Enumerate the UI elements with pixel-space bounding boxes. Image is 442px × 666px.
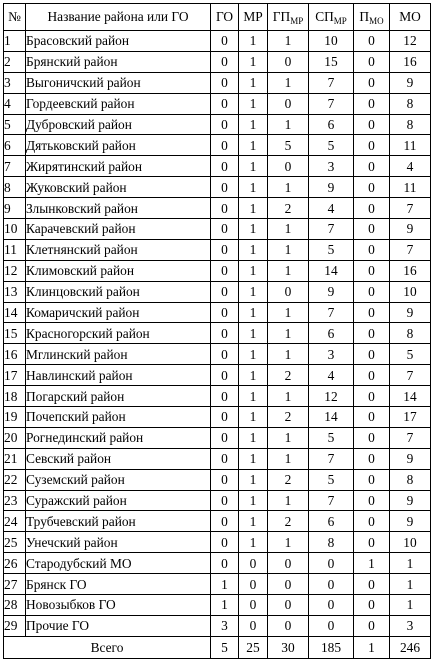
row-number: 25 (4, 532, 26, 553)
row-number: 22 (4, 469, 26, 490)
cell-mr: 1 (239, 427, 268, 448)
cell-go: 0 (211, 344, 239, 365)
cell-mr: 1 (239, 448, 268, 469)
header-gp (268, 4, 309, 31)
total-gp: 30 (268, 636, 309, 658)
cell-gp: 1 (268, 344, 309, 365)
cell-sp: 0 (309, 615, 354, 636)
row-number: 27 (4, 574, 26, 595)
total-sp: 185 (309, 636, 354, 658)
cell-sp: 0 (309, 574, 354, 595)
cell-sp: 6 (309, 511, 354, 532)
cell-sp: 7 (309, 302, 354, 323)
cell-mr: 1 (239, 407, 268, 428)
cell-mr: 1 (239, 260, 268, 281)
cell-go: 0 (211, 219, 239, 240)
cell-sp: 14 (309, 407, 354, 428)
district-name: Жуковский район (26, 177, 211, 198)
cell-sp: 5 (309, 239, 354, 260)
cell-mr: 1 (239, 198, 268, 219)
district-name: Мглинский район (26, 344, 211, 365)
cell-go: 0 (211, 490, 239, 511)
total-mo: 246 (390, 636, 431, 658)
district-name: Карачевский район (26, 219, 211, 240)
district-name: Погарский район (26, 386, 211, 407)
cell-pmo: 0 (354, 323, 390, 344)
cell-mr: 1 (239, 93, 268, 114)
cell-go: 1 (211, 574, 239, 595)
header-num: № (4, 4, 26, 31)
cell-pmo: 0 (354, 595, 390, 616)
cell-mo: 4 (390, 156, 431, 177)
table-row (4, 114, 431, 135)
cell-pmo: 0 (354, 574, 390, 595)
cell-mr: 1 (239, 365, 268, 386)
table-row (4, 31, 431, 52)
row-number: 12 (4, 260, 26, 281)
cell-mo: 7 (390, 427, 431, 448)
header-pmo (354, 4, 390, 31)
cell-go: 0 (211, 114, 239, 135)
cell-gp: 0 (268, 156, 309, 177)
cell-pmo: 0 (354, 177, 390, 198)
cell-mo: 16 (390, 260, 431, 281)
cell-pmo: 0 (354, 427, 390, 448)
cell-mo: 14 (390, 386, 431, 407)
header-name: Название района или ГО (26, 4, 211, 31)
table-row (4, 386, 431, 407)
cell-pmo: 0 (354, 93, 390, 114)
cell-gp: 2 (268, 407, 309, 428)
row-number: 28 (4, 595, 26, 616)
header-sp (309, 4, 354, 31)
cell-mr: 0 (239, 595, 268, 616)
cell-mr: 1 (239, 344, 268, 365)
cell-mo: 9 (390, 219, 431, 240)
cell-gp: 1 (268, 31, 309, 52)
cell-go: 0 (211, 448, 239, 469)
cell-pmo: 0 (354, 51, 390, 72)
table-row (4, 219, 431, 240)
district-name: Брасовский район (26, 31, 211, 52)
row-number: 23 (4, 490, 26, 511)
cell-sp: 0 (309, 595, 354, 616)
cell-pmo: 0 (354, 469, 390, 490)
cell-go: 0 (211, 323, 239, 344)
table-row (4, 532, 431, 553)
table-row (4, 156, 431, 177)
total-label: Всего (4, 636, 211, 658)
cell-gp: 1 (268, 448, 309, 469)
district-name: Брянск ГО (26, 574, 211, 595)
cell-mr: 0 (239, 615, 268, 636)
cell-mr: 1 (239, 31, 268, 52)
cell-sp: 0 (309, 553, 354, 574)
table-row (4, 511, 431, 532)
cell-sp: 3 (309, 344, 354, 365)
district-name: Клинцовский район (26, 281, 211, 302)
district-name: Новозыбков ГО (26, 595, 211, 616)
table-row (4, 490, 431, 511)
district-name: Суражский район (26, 490, 211, 511)
header-gp-main: ГП (272, 9, 291, 24)
cell-pmo: 0 (354, 407, 390, 428)
table-row (4, 135, 431, 156)
cell-go: 0 (211, 365, 239, 386)
cell-go: 0 (211, 511, 239, 532)
cell-sp: 9 (309, 281, 354, 302)
row-number: 19 (4, 407, 26, 428)
cell-sp: 6 (309, 323, 354, 344)
cell-go: 0 (211, 198, 239, 219)
row-number: 3 (4, 72, 26, 93)
table-row (4, 344, 431, 365)
cell-mr: 1 (239, 302, 268, 323)
row-number: 11 (4, 239, 26, 260)
cell-pmo: 0 (354, 135, 390, 156)
district-name: Выгоничский район (26, 72, 211, 93)
cell-gp: 1 (268, 386, 309, 407)
cell-mr: 0 (239, 574, 268, 595)
table-row (4, 553, 431, 574)
cell-mo: 11 (390, 177, 431, 198)
district-name: Трубчевский район (26, 511, 211, 532)
district-name: Жирятинский район (26, 156, 211, 177)
cell-sp: 5 (309, 135, 354, 156)
table-row (4, 281, 431, 302)
cell-go: 0 (211, 302, 239, 323)
row-number: 1 (4, 31, 26, 52)
district-name: Стародубский МО (26, 553, 211, 574)
table-row (4, 260, 431, 281)
cell-mo: 10 (390, 281, 431, 302)
row-number: 10 (4, 219, 26, 240)
cell-pmo: 0 (354, 239, 390, 260)
cell-sp: 7 (309, 448, 354, 469)
cell-sp: 12 (309, 386, 354, 407)
district-name: Унечский район (26, 532, 211, 553)
row-number: 21 (4, 448, 26, 469)
row-number: 4 (4, 93, 26, 114)
cell-pmo: 1 (354, 553, 390, 574)
cell-mo: 3 (390, 615, 431, 636)
cell-pmo: 0 (354, 302, 390, 323)
cell-sp: 4 (309, 198, 354, 219)
cell-gp: 2 (268, 469, 309, 490)
cell-pmo: 0 (354, 448, 390, 469)
cell-mr: 1 (239, 323, 268, 344)
cell-sp: 7 (309, 490, 354, 511)
cell-mo: 1 (390, 574, 431, 595)
district-name: Дятьковский район (26, 135, 211, 156)
cell-gp: 1 (268, 72, 309, 93)
cell-mo: 16 (390, 51, 431, 72)
cell-gp: 0 (268, 93, 309, 114)
table-row (4, 177, 431, 198)
cell-sp: 3 (309, 156, 354, 177)
table-row (4, 427, 431, 448)
cell-go: 0 (211, 31, 239, 52)
row-number: 29 (4, 615, 26, 636)
cell-go: 0 (211, 51, 239, 72)
cell-gp: 0 (268, 595, 309, 616)
cell-mo: 12 (390, 31, 431, 52)
row-number: 6 (4, 135, 26, 156)
cell-gp: 1 (268, 323, 309, 344)
cell-mr: 1 (239, 532, 268, 553)
cell-mr: 1 (239, 72, 268, 93)
cell-pmo: 0 (354, 511, 390, 532)
row-number: 15 (4, 323, 26, 344)
cell-mo: 9 (390, 302, 431, 323)
row-number: 16 (4, 344, 26, 365)
cell-sp: 8 (309, 532, 354, 553)
table-header-row (4, 4, 431, 31)
cell-mo: 8 (390, 93, 431, 114)
cell-go: 0 (211, 469, 239, 490)
table-row (4, 448, 431, 469)
cell-pmo: 0 (354, 386, 390, 407)
table-body (4, 31, 431, 637)
cell-mo: 8 (390, 469, 431, 490)
cell-pmo: 0 (354, 281, 390, 302)
cell-sp: 4 (309, 365, 354, 386)
district-name: Брянский район (26, 51, 211, 72)
table-row (4, 323, 431, 344)
row-number: 2 (4, 51, 26, 72)
cell-go: 3 (211, 615, 239, 636)
cell-mr: 1 (239, 490, 268, 511)
table-row (4, 72, 431, 93)
district-name: Комаричский район (26, 302, 211, 323)
cell-gp: 2 (268, 198, 309, 219)
district-name: Навлинский район (26, 365, 211, 386)
cell-pmo: 0 (354, 198, 390, 219)
header-sp-sub: МР (333, 16, 347, 26)
cell-mo: 5 (390, 344, 431, 365)
district-name: Почепский район (26, 407, 211, 428)
cell-go: 1 (211, 595, 239, 616)
cell-gp: 1 (268, 302, 309, 323)
cell-mr: 1 (239, 51, 268, 72)
cell-mo: 1 (390, 595, 431, 616)
cell-go: 0 (211, 156, 239, 177)
cell-sp: 15 (309, 51, 354, 72)
table-row (4, 615, 431, 636)
cell-gp: 0 (268, 51, 309, 72)
table-row (4, 469, 431, 490)
district-name: Рогнединский район (26, 427, 211, 448)
header-go: ГО (211, 4, 239, 31)
total-pmo: 1 (354, 636, 390, 658)
cell-mo: 8 (390, 114, 431, 135)
cell-mr: 1 (239, 469, 268, 490)
district-name: Климовский район (26, 260, 211, 281)
cell-pmo: 0 (354, 260, 390, 281)
cell-mo: 9 (390, 511, 431, 532)
cell-mo: 17 (390, 407, 431, 428)
row-number: 20 (4, 427, 26, 448)
cell-mr: 1 (239, 511, 268, 532)
table-row (4, 198, 431, 219)
cell-mr: 1 (239, 239, 268, 260)
table-row (4, 407, 431, 428)
table-row (4, 595, 431, 616)
cell-mo: 7 (390, 239, 431, 260)
cell-mo: 10 (390, 532, 431, 553)
cell-mr: 1 (239, 386, 268, 407)
district-name: Прочие ГО (26, 615, 211, 636)
cell-gp: 1 (268, 260, 309, 281)
cell-go: 0 (211, 260, 239, 281)
row-number: 14 (4, 302, 26, 323)
cell-gp: 2 (268, 365, 309, 386)
cell-mr: 1 (239, 156, 268, 177)
row-number: 5 (4, 114, 26, 135)
total-row (4, 636, 431, 658)
cell-mr: 1 (239, 219, 268, 240)
total-mr: 25 (239, 636, 268, 658)
cell-pmo: 0 (354, 615, 390, 636)
header-mo: МО (390, 4, 431, 31)
cell-gp: 1 (268, 490, 309, 511)
cell-sp: 9 (309, 177, 354, 198)
cell-sp: 7 (309, 93, 354, 114)
table-row (4, 93, 431, 114)
cell-go: 0 (211, 427, 239, 448)
header-sp-main: СП (315, 9, 334, 24)
cell-sp: 7 (309, 219, 354, 240)
cell-sp: 5 (309, 469, 354, 490)
district-name: Суземский район (26, 469, 211, 490)
row-number: 17 (4, 365, 26, 386)
cell-sp: 7 (309, 72, 354, 93)
cell-mr: 0 (239, 553, 268, 574)
cell-mo: 7 (390, 365, 431, 386)
table-row (4, 51, 431, 72)
district-name: Красногорский район (26, 323, 211, 344)
cell-sp: 14 (309, 260, 354, 281)
table-row (4, 365, 431, 386)
cell-mo: 9 (390, 490, 431, 511)
cell-mo: 1 (390, 553, 431, 574)
cell-go: 0 (211, 93, 239, 114)
cell-gp: 1 (268, 219, 309, 240)
cell-gp: 5 (268, 135, 309, 156)
cell-pmo: 0 (354, 219, 390, 240)
cell-pmo: 0 (354, 344, 390, 365)
cell-pmo: 0 (354, 156, 390, 177)
district-name: Дубровский район (26, 114, 211, 135)
cell-pmo: 0 (354, 532, 390, 553)
district-name: Клетнянский район (26, 239, 211, 260)
cell-mr: 1 (239, 177, 268, 198)
cell-mr: 1 (239, 281, 268, 302)
cell-go: 0 (211, 135, 239, 156)
cell-gp: 1 (268, 177, 309, 198)
cell-go: 0 (211, 281, 239, 302)
cell-pmo: 0 (354, 114, 390, 135)
cell-mo: 8 (390, 323, 431, 344)
cell-gp: 0 (268, 574, 309, 595)
header-pmo-sub: МО (369, 16, 384, 26)
municipalities-table (3, 3, 431, 659)
row-number: 7 (4, 156, 26, 177)
total-go: 5 (211, 636, 239, 658)
cell-go: 0 (211, 553, 239, 574)
cell-mo: 7 (390, 198, 431, 219)
cell-go: 0 (211, 386, 239, 407)
cell-gp: 1 (268, 114, 309, 135)
cell-pmo: 0 (354, 72, 390, 93)
document-page (3, 3, 431, 659)
district-name: Злынковский район (26, 198, 211, 219)
cell-gp: 2 (268, 511, 309, 532)
cell-mo: 11 (390, 135, 431, 156)
cell-gp: 1 (268, 427, 309, 448)
header-mr: МР (239, 4, 268, 31)
cell-go: 0 (211, 239, 239, 260)
cell-mo: 9 (390, 448, 431, 469)
cell-go: 0 (211, 407, 239, 428)
cell-go: 0 (211, 532, 239, 553)
header-gp-sub: МР (290, 16, 304, 26)
cell-gp: 0 (268, 281, 309, 302)
cell-gp: 1 (268, 532, 309, 553)
row-number: 24 (4, 511, 26, 532)
table-row (4, 239, 431, 260)
cell-sp: 10 (309, 31, 354, 52)
table-row (4, 302, 431, 323)
cell-go: 0 (211, 72, 239, 93)
cell-mr: 1 (239, 135, 268, 156)
cell-gp: 0 (268, 553, 309, 574)
district-name: Севский район (26, 448, 211, 469)
cell-pmo: 0 (354, 31, 390, 52)
cell-gp: 0 (268, 615, 309, 636)
table-row (4, 574, 431, 595)
row-number: 9 (4, 198, 26, 219)
row-number: 18 (4, 386, 26, 407)
row-number: 26 (4, 553, 26, 574)
header-pmo-main: П (359, 9, 370, 24)
cell-sp: 5 (309, 427, 354, 448)
row-number: 8 (4, 177, 26, 198)
cell-pmo: 0 (354, 490, 390, 511)
cell-gp: 1 (268, 239, 309, 260)
cell-go: 0 (211, 177, 239, 198)
cell-mr: 1 (239, 114, 268, 135)
row-number: 13 (4, 281, 26, 302)
district-name: Гордеевский район (26, 93, 211, 114)
cell-pmo: 0 (354, 365, 390, 386)
cell-mo: 9 (390, 72, 431, 93)
cell-sp: 6 (309, 114, 354, 135)
